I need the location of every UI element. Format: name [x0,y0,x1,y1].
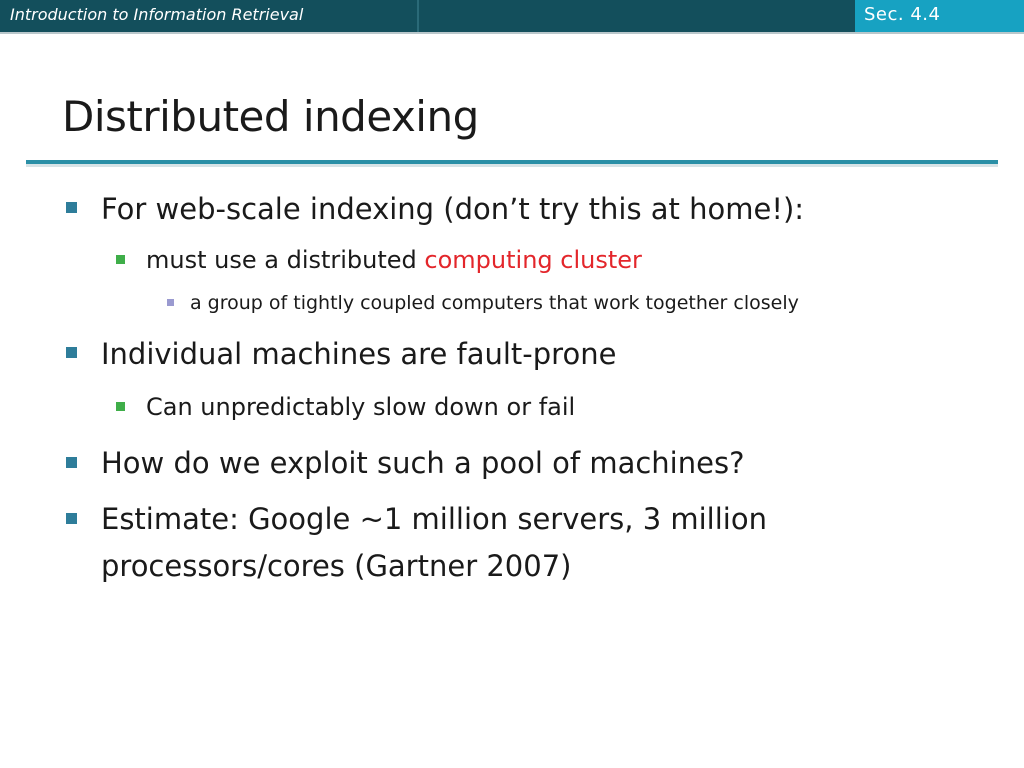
square-bullet-icon [66,513,77,524]
sub-bullet-text: Can unpredictably slow down or fail [146,393,576,421]
sub-bullet-text [146,246,642,274]
sub-bullet-plain: must use a distributed [146,246,425,274]
section-label: Sec. 4.4 [864,4,941,25]
square-bullet-icon [116,255,125,264]
bullet-text: For web-scale indexing (don’t try this at home!): [101,192,805,226]
bullet-text-line2: processors/cores (Gartner 2007) [101,549,572,583]
highlight-term: computing cluster [424,246,642,274]
square-bullet-icon [66,347,77,358]
bullet-text: Individual machines are fault-prone [101,337,617,371]
square-bullet-icon [66,202,77,213]
square-bullet-icon [116,402,125,411]
course-title: Introduction to Information Retrieval [10,5,304,24]
bullet-text-line1: Estimate: Google ~1 million servers, 3 million [101,502,767,536]
square-bullet-icon [167,299,174,306]
square-bullet-icon [66,457,77,468]
bullet-text: How do we exploit such a pool of machines? [101,446,745,480]
slide-title: Distributed indexing [62,92,479,141]
sub-sub-bullet-text: a group of tightly coupled computers that work together closely [190,292,799,314]
